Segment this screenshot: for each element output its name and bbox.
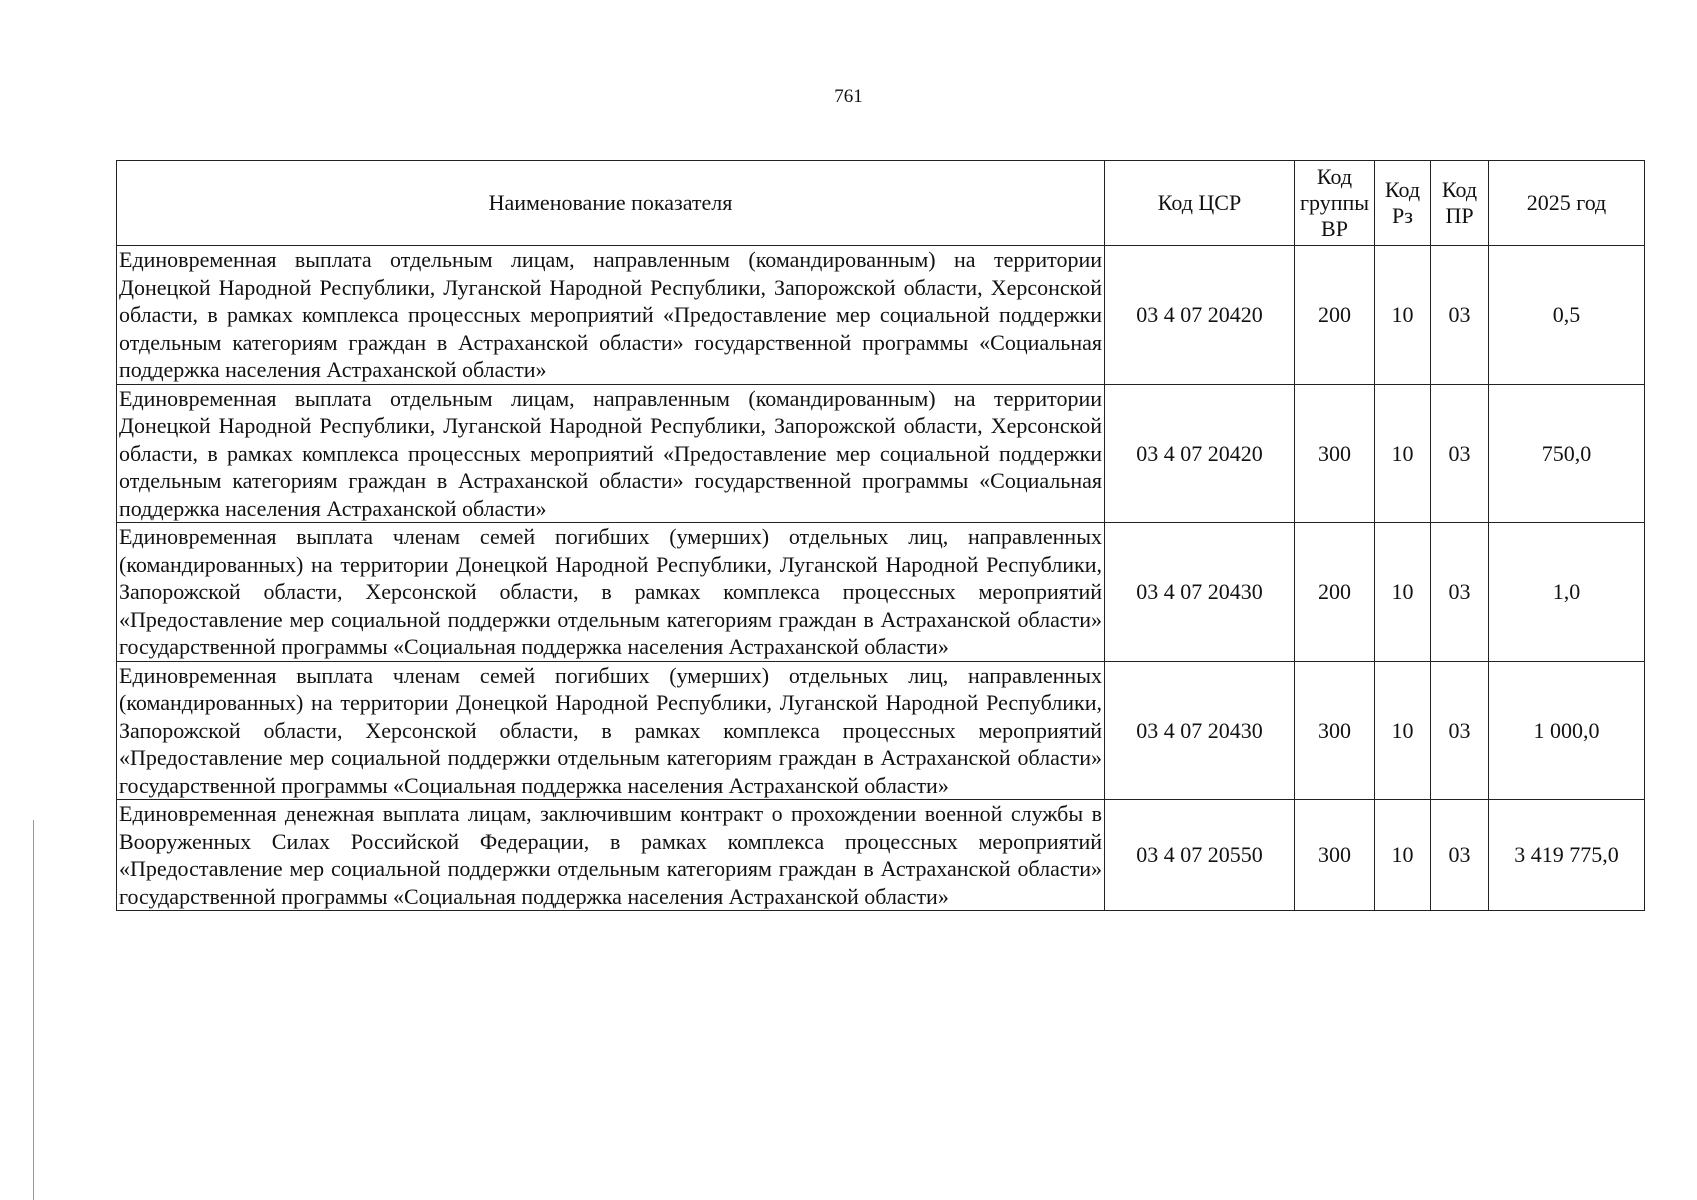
row-name: Единовременная выплата членам семей погибших (умерших) отдельных лиц, направленных (командированных) на территории Донецкой Народной Республики, Луганской Народной Республики, Запорожской области, Херсонской области, в рамках комплекса процессных мероприятий «Предоставление мер социальной поддержки отдельным категориям граждан в Астраханской области» государственной программы «Социальная поддержка населения Астраханской области» (117, 523, 1105, 662)
table-header-row (117, 161, 1645, 246)
row-amount: 0,5 (1489, 246, 1645, 385)
header-vr: Код группы ВР (1295, 161, 1375, 246)
row-amount: 1 000,0 (1489, 661, 1645, 800)
row-rz: 10 (1375, 523, 1431, 662)
table-row (117, 523, 1645, 662)
row-name: Единовременная выплата отдельным лицам, направленным (командированным) на территории Донецкой Народной Республики, Луганской Народной Республики, Запорожской области, Херсонской области, в рамках комплекса процессных мероприятий «Предоставление мер социальной поддержки отдельным категориям граждан в Астраханской области» государственной программы «Социальная поддержка населения Астраханской области» (117, 246, 1105, 385)
page-number: 761 (834, 86, 863, 107)
table-row (117, 246, 1645, 385)
row-name: Единовременная денежная выплата лицам, заключившим контракт о прохождении военной службы в Вооруженных Силах Российской Федерации, в рамках комплекса процессных мероприятий «Предоставление мер социальной поддержки отдельным категориям граждан в Астраханской области» государственной программы «Социальная поддержка населения Астраханской области» (117, 800, 1105, 911)
row-amount: 3 419 775,0 (1489, 800, 1645, 911)
row-name: Единовременная выплата членам семей погибших (умерших) отдельных лиц, направленных (командированных) на территории Донецкой Народной Республики, Луганской Народной Республики, Запорожской области, Херсонской области, в рамках комплекса процессных мероприятий «Предоставление мер социальной поддержки отдельным категориям граждан в Астраханской области» государственной программы «Социальная поддержка населения Астраханской области» (117, 661, 1105, 800)
row-name: Единовременная выплата отдельным лицам, направленным (командированным) на территории Донецкой Народной Республики, Луганской Народной Республики, Запорожской области, Херсонской области, в рамках комплекса процессных мероприятий «Предоставление мер социальной поддержки отдельным категориям граждан в Астраханской области» государственной программы «Социальная поддержка населения Астраханской области» (117, 384, 1105, 523)
scan-edge-line (33, 820, 34, 1200)
row-csr: 03 4 07 20550 (1105, 800, 1295, 911)
header-name: Наименование показателя (117, 161, 1105, 246)
row-rz: 10 (1375, 661, 1431, 800)
header-pr: Код ПР (1431, 161, 1489, 246)
row-pr: 03 (1431, 384, 1489, 523)
row-pr: 03 (1431, 661, 1489, 800)
row-csr: 03 4 07 20420 (1105, 384, 1295, 523)
row-vr: 200 (1295, 246, 1375, 385)
row-rz: 10 (1375, 384, 1431, 523)
row-vr: 300 (1295, 661, 1375, 800)
table-row (117, 384, 1645, 523)
row-csr: 03 4 07 20430 (1105, 661, 1295, 800)
table-row (117, 661, 1645, 800)
row-rz: 10 (1375, 800, 1431, 911)
row-csr: 03 4 07 20430 (1105, 523, 1295, 662)
row-amount: 750,0 (1489, 384, 1645, 523)
row-pr: 03 (1431, 800, 1489, 911)
row-pr: 03 (1431, 246, 1489, 385)
row-amount: 1,0 (1489, 523, 1645, 662)
table-row (117, 800, 1645, 911)
row-csr: 03 4 07 20420 (1105, 246, 1295, 385)
header-csr: Код ЦСР (1105, 161, 1295, 246)
header-rz: Код Рз (1375, 161, 1431, 246)
header-year: 2025 год (1489, 161, 1645, 246)
row-vr: 200 (1295, 523, 1375, 662)
row-pr: 03 (1431, 523, 1489, 662)
row-rz: 10 (1375, 246, 1431, 385)
row-vr: 300 (1295, 384, 1375, 523)
budget-table (116, 160, 1645, 911)
row-vr: 300 (1295, 800, 1375, 911)
